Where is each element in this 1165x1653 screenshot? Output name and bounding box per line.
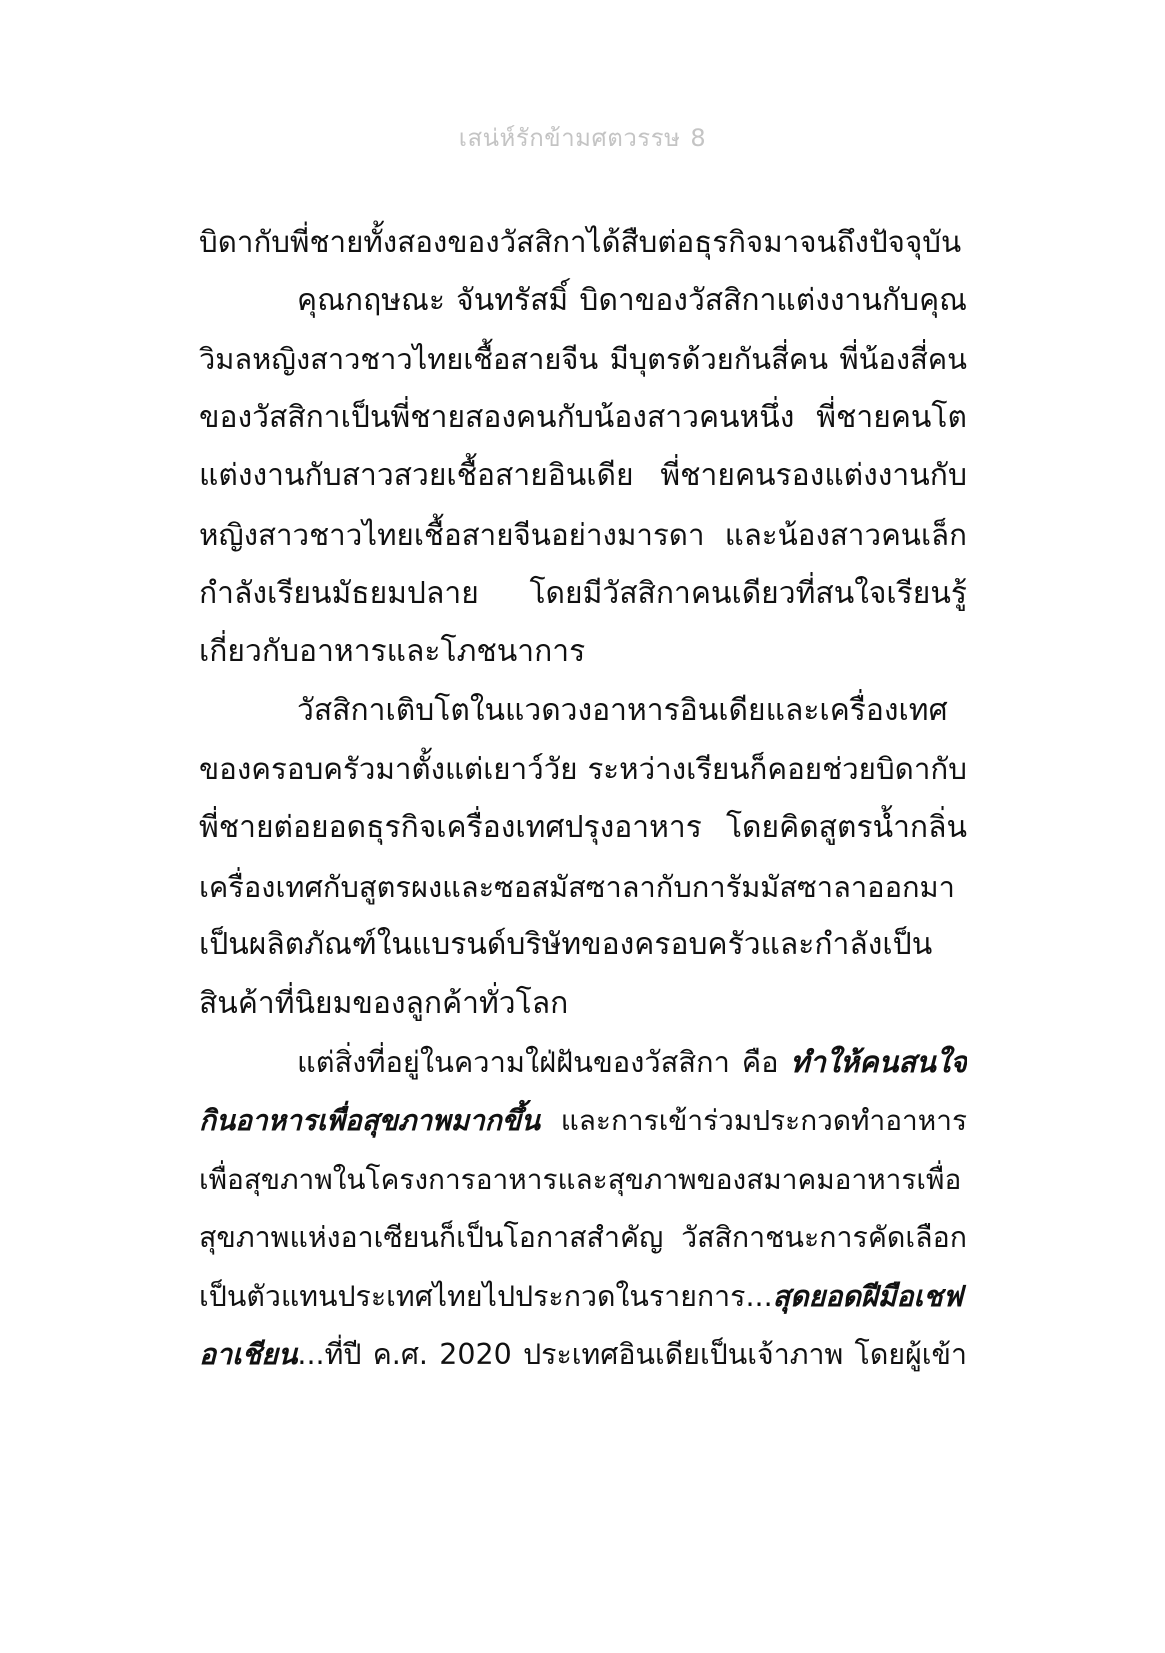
- text-run: และการเข้าร่วมประกวดทำอาหาร: [539, 1103, 967, 1137]
- text-line: เกี่ยวกับอาหารและโภชนาการ: [199, 634, 586, 670]
- text-line: เป็นผลิตภัณฑ์ในแบรนด์บริษัทของครอบครัวและกำลังเป็น: [199, 927, 933, 963]
- emphasis-text: กินอาหารเพื่อสุขภาพมากขึ้น: [199, 1103, 540, 1137]
- book-title: เสน่ห์รักข้ามศตวรรษ: [458, 124, 681, 152]
- page-number: 8: [690, 124, 707, 152]
- text-line: กำลังเรียนมัธยมปลาย โดยมีวัสสิกาคนเดียวที่สนใจเรียนรู้: [199, 575, 967, 611]
- emphasis-text: อาเชียน: [199, 1338, 298, 1372]
- emphasis-text: ทำให้คนสนใจ: [790, 1045, 967, 1080]
- text-run: ...ที่ปี ค.ศ. 2020 ประเทศอินเดียเป็นเจ้าภาพ โดยผู้เข้า: [297, 1338, 967, 1372]
- text-line: สินค้าที่นิยมของลูกค้าทั่วโลก: [199, 985, 569, 1021]
- emphasis-text: สุดยอดฝีมือเชฟ: [772, 1279, 963, 1313]
- text-line: ของวัสสิกาเป็นพี่ชายสองคนกับน้องสาวคนหนึ่ง พี่ชายคนโต: [199, 399, 967, 435]
- text-line: [199, 1326, 967, 1385]
- text-line: เพื่อสุขภาพในโครงการอาหารและสุขภาพของสมาคมอาหารเพื่อ: [199, 1162, 962, 1196]
- text-run: แต่สิ่งที่อยู่ในความใฝ่ฝันของวัสสิกา คือ: [297, 1045, 791, 1080]
- body-text: [199, 213, 967, 1385]
- text-line: สุขภาพแห่งอาเซียนก็เป็นโอกาสสำคัญ วัสสิกาชนะการคัดเลือก: [199, 1221, 967, 1255]
- text-line: [199, 1268, 967, 1327]
- text-line: คุณกฤษณะ จันทรัสมิ์ บิดาของวัสสิกาแต่งงานกับคุณ: [297, 282, 967, 318]
- text-line: เครื่องเทศกับสูตรผงและซอสมัสซาลากับการัมมัสซาลาออกมา: [199, 869, 955, 904]
- text-line: พี่ชายต่อยอดธุรกิจเครื่องเทศปรุงอาหาร โดยคิดสูตรน้ำกลิ่น: [199, 809, 967, 845]
- text-line: วัสสิกาเติบโตในแวดวงอาหารอินเดียและเครื่องเทศ: [297, 692, 948, 728]
- text-line: หญิงสาวชาวไทยเชื้อสายจีนอย่างมารดา และน้องสาวคนเล็ก: [199, 517, 967, 552]
- text-line: แต่งงานกับสาวสวยเชื้อสายอินเดีย พี่ชายคนรองแต่งงานกับ: [199, 458, 967, 494]
- text-line: ของครอบครัวมาตั้งแต่เยาว์วัย ระหว่างเรียนก็คอยช่วยบิดากับ: [199, 752, 967, 787]
- text-line: [199, 1033, 967, 1092]
- text-line: บิดากับพี่ชายทั้งสองของวัสสิกาได้สืบต่อธุรกิจมาจนถึงปัจจุบัน: [199, 225, 962, 259]
- running-header: [0, 118, 1165, 157]
- text-line: วิมลหญิงสาวชาวไทยเชื้อสายจีน มีบุตรด้วยกันสี่คน พี่น้องสี่คน: [199, 342, 967, 377]
- text-line: [199, 1092, 967, 1151]
- text-run: เป็นตัวแทนประเทศไทยไปประกวดในรายการ...: [199, 1279, 773, 1313]
